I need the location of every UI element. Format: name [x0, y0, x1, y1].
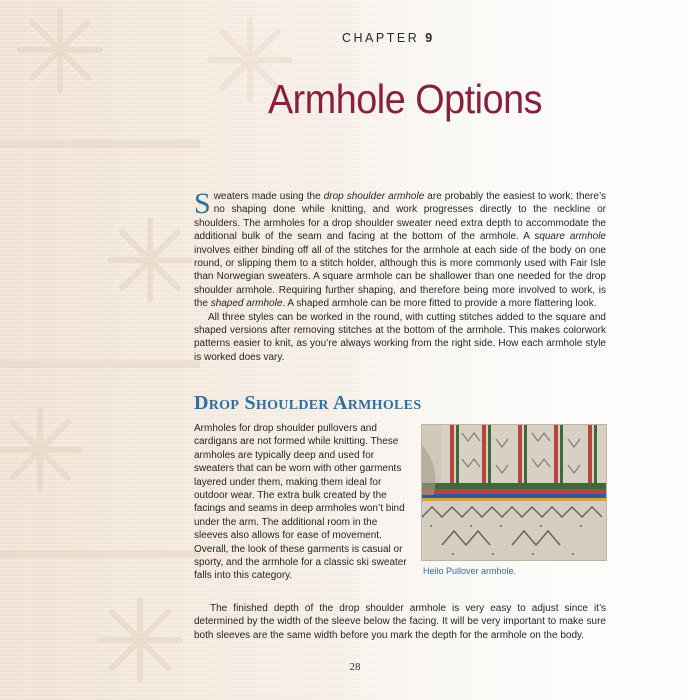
- page-title: Armhole Options: [267, 76, 543, 122]
- intro-text-run: are probably the easiest to work; there’s no shaping done while knitting, and work progresses directly to the neckline or shoulders. The armholes for a drop shoulder sweater need extra depth to accommodate the additional bulk of the seam and facing at the bottom of the armhole. A: [194, 191, 606, 243]
- page-number: 28: [349, 661, 361, 673]
- term-square-armhole: square armhole: [534, 231, 606, 243]
- intro-text-run: . A shaped armhole can be more fitted to provide a more flattering look.: [282, 298, 597, 310]
- bottom-paragraph-text: The finished depth of the drop shoulder armhole is very easy to adjust since it’s determined by the width of the sleeve below the facing. It will be very important to make sure both sleeves are the same width before you mark the depth for the armhole on the body.: [194, 603, 606, 641]
- sweater-photo: [421, 424, 607, 561]
- term-drop-shoulder: drop shoulder armhole: [323, 191, 425, 202]
- chapter-word: CHAPTER: [342, 31, 420, 45]
- section-heading: Drop Shoulder Armholes: [194, 392, 422, 414]
- figure-caption: Heilo Pullover armhole.: [423, 566, 517, 576]
- section-paragraph-1: Armholes for drop shoulder pullovers and cardigans are not formed while knitting. These armholes are typically deep and used for sweaters that can be worn with other garments layered under them, making them ideal for outdoor wear. The extra bulk created by the facings and seams in deep armholes won’t bind under the arm. The additional room in the sleeves also allows for ease of movement. Overall, the look of these garments is casual or sporty, and the armhole for a classic ski sweater falls into this category.: [194, 423, 407, 582]
- intro-paragraph-1: [194, 187, 606, 311]
- section-column-text: [194, 422, 408, 583]
- term-shaped-armhole: shaped armhole: [210, 298, 283, 310]
- chapter-number: 9: [425, 31, 435, 45]
- intro-text-run: involves either binding off all of the stitches for the armhole at each side of the body on one round, or slipping them to a stitch holder, although this is more commonly used with Fair Isle than Norwegian sweaters. A square armhole can be shallower than one needed for the drop shoulder armhole. Requiring further shaping, and therefore being more involved to work, is the: [194, 244, 606, 310]
- intro-text: [194, 187, 606, 364]
- drop-cap: S: [194, 187, 211, 220]
- knit-sweater-image: [422, 425, 606, 560]
- bottom-paragraph: [194, 602, 606, 642]
- intro-paragraph-2: All three styles can be worked in the round, with cutting stitches added to the square and shaped versions after removing stitches at the bottom of the armhole. This makes colorwork patterns easier to knit, as you’re always working from the right side. How each armhole style is worked does vary.: [194, 311, 606, 363]
- chapter-label: [342, 31, 482, 45]
- intro-text-run: weaters made using the: [213, 191, 324, 202]
